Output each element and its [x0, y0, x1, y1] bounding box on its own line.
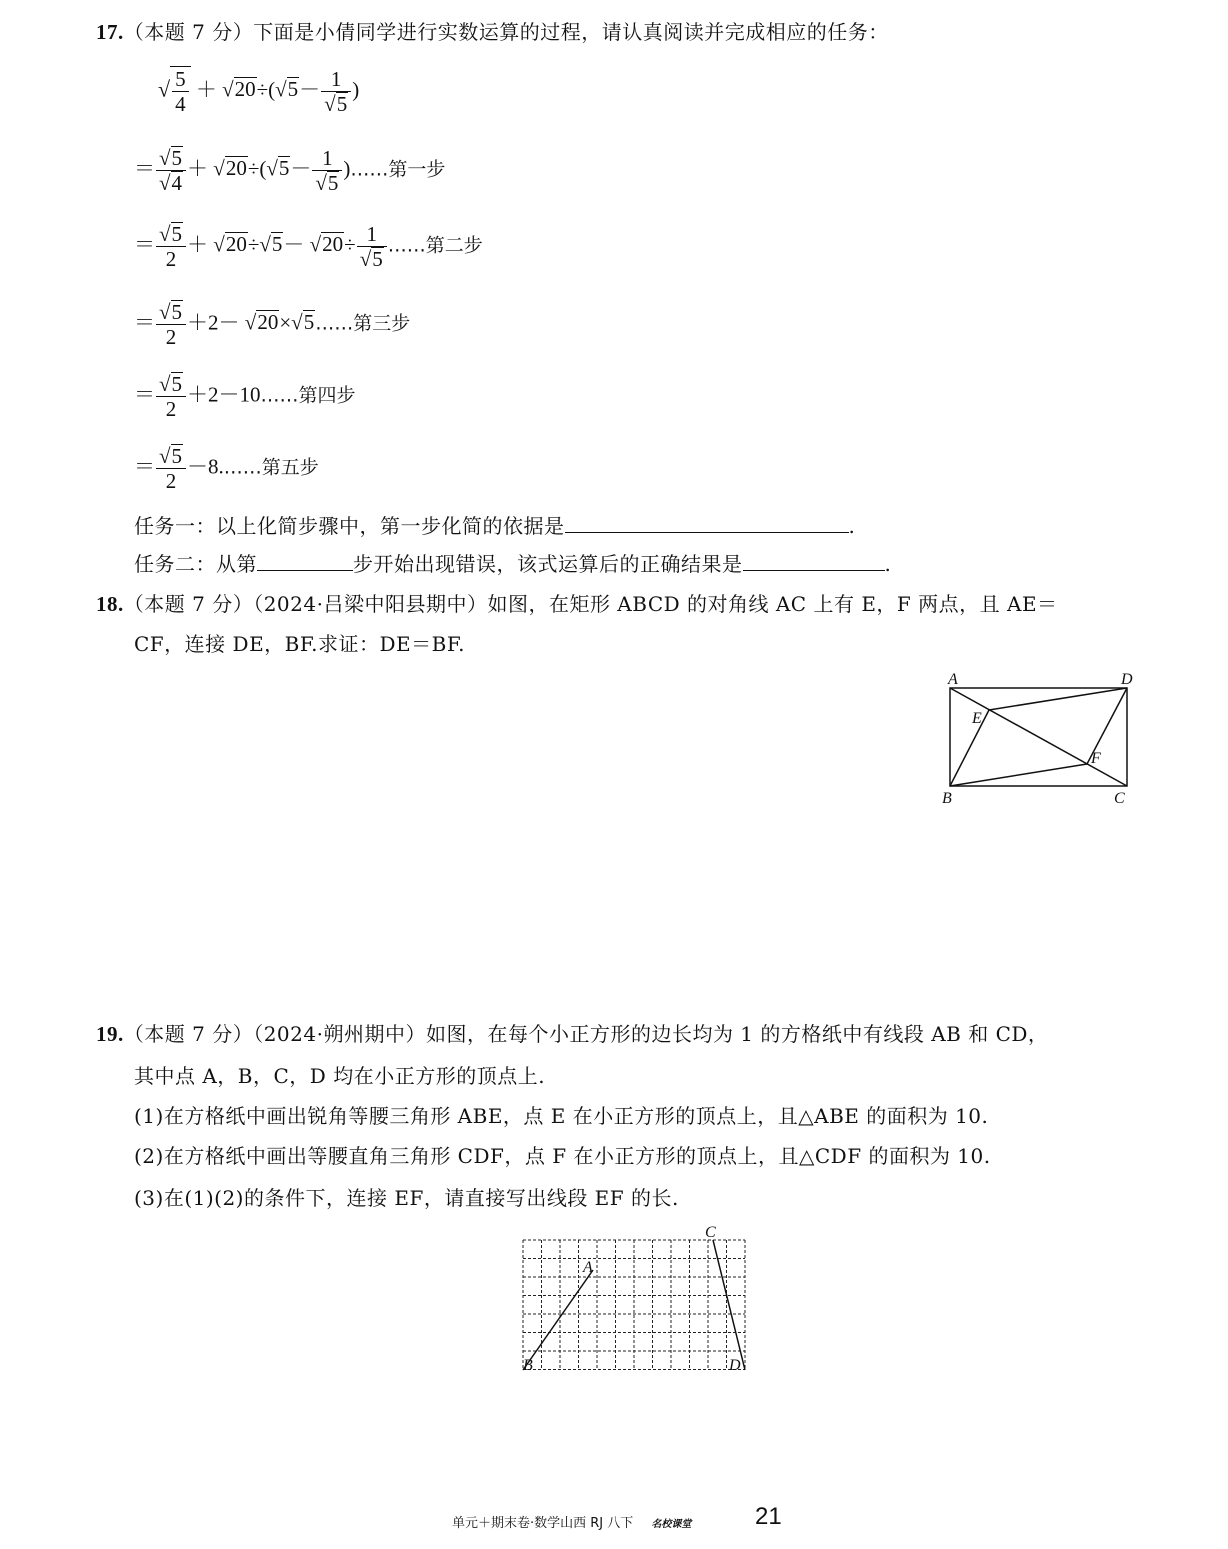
segment-be: [950, 710, 989, 786]
q17-task-1-text: 任务一：以上化简步骤中，第一步化简的依据是: [134, 514, 565, 538]
q18-number: 18.: [96, 592, 124, 616]
q19-line-1: [96, 1020, 1048, 1048]
q17-expression: √ $\frac{5}{4}$ ＋ √20÷(√5－ $\frac{1}{√5}$ ): [158, 67, 360, 116]
segment-bf: [950, 764, 1087, 786]
q19-part-3-text: (3)在(1)(2)的条件下，连接 EF，请直接写出线段 EF 的长.: [134, 1186, 679, 1210]
q17-step-4: ＝ $\frac{√5}{2}$ ＋2－10……第四步: [134, 372, 356, 421]
q17-task-1-blank[interactable]: [565, 510, 849, 533]
q17-task-2-blank-result[interactable]: [743, 548, 885, 571]
label-c: C: [705, 1224, 716, 1241]
q19-line-2: [134, 1062, 545, 1090]
label-b: B: [523, 1357, 533, 1374]
q17-step-5-label: ……第五步: [223, 456, 319, 479]
q18-rectangle-figure: [936, 668, 1146, 808]
dashed-grid: [523, 1240, 745, 1370]
q19-number: 19.: [96, 1022, 124, 1046]
q17-step-4-label: ……第四步: [260, 384, 356, 407]
q17-number: 17.: [96, 20, 124, 44]
q19-part-1-text: (1)在方格纸中画出锐角等腰三角形 ABE，点 E 在小正方形的顶点上，且△ABE 的面积为 10.: [134, 1104, 989, 1128]
q17-task-2-text-b: 步开始出现错误，该式运算后的正确结果是: [353, 552, 743, 576]
q19-text-1: （本题 7 分）（2024·朔州期中）如图，在每个小正方形的边长均为 1 的方格纸中有线段 AB 和 CD，: [123, 1022, 1049, 1046]
page-number: 21: [755, 1503, 782, 1530]
q17-stem-line: [96, 18, 889, 46]
label-a: A: [948, 671, 958, 688]
q18-text-1: （本题 7 分）（2024·吕梁中阳县期中）如图，在矩形 ABCD 的对角线 AC 上有 E，F 两点，且 AE＝: [123, 592, 1058, 616]
footer-text: 单元＋期末卷·数学山西 RJ 八下: [452, 1516, 634, 1531]
label-b: B: [942, 790, 952, 807]
q17-task-2-text-a: 任务二：从第: [134, 552, 257, 576]
segment-ab: [523, 1270, 593, 1370]
q18-line-2: [134, 630, 465, 658]
segment-de: [989, 688, 1127, 710]
q19-grid-figure: [515, 1220, 760, 1380]
q17-stem: （本题 7 分）下面是小倩同学进行实数运算的过程，请认真阅读并完成相应的任务：: [123, 20, 889, 44]
q19-part-3: [134, 1184, 679, 1212]
q17-step-3-label: ……第三步: [315, 312, 411, 335]
q17-step-2: ＝ $\frac{√5}{2}$ ＋ √20÷√5－ √20÷ $\frac{1}{√5}$ ……第二步: [134, 222, 483, 271]
footer-brand: 名校课堂: [651, 1519, 692, 1530]
q18-line-1: [96, 590, 1058, 618]
q19-part-2: [134, 1142, 991, 1170]
q18-text-2: CF，连接 DE，BF.求证：DE＝BF.: [134, 632, 465, 656]
label-a: A: [583, 1259, 593, 1276]
q19-part-2-text: (2)在方格纸中画出等腰直角三角形 CDF，点 F 在小正方形的顶点上，且△CDF 的面积为 10.: [134, 1144, 991, 1168]
label-f: F: [1091, 750, 1101, 767]
q17-task-2-blank-step[interactable]: [257, 548, 353, 571]
label-e: E: [972, 710, 982, 727]
label-d: D: [729, 1357, 741, 1374]
q17-task-2: 任务二：从第 步开始出现错误，该式运算后的正确结果是 .: [134, 548, 891, 578]
q17-step-5: ＝ $\frac{√5}{2}$ －8.……第五步: [134, 444, 319, 493]
page-footer: [452, 1512, 691, 1531]
label-c: C: [1114, 790, 1125, 807]
q19-text-2: 其中点 A，B，C，D 均在小正方形的顶点上.: [134, 1064, 546, 1088]
q17-task-1: 任务一：以上化简步骤中，第一步化简的依据是 .: [134, 510, 855, 540]
q17-step-1: ＝ $\frac{√5}{√4}$ ＋ √20÷(√5－ $\frac{1}{√5}$ )……第一步: [134, 146, 446, 195]
label-d: D: [1121, 671, 1133, 688]
q17-step-1-label: ……第一步: [350, 158, 446, 181]
q17-step-2-label: ……第二步: [387, 234, 483, 257]
q17-step-3: ＝ $\frac{√5}{2}$ ＋2－ √20×√5……第三步: [134, 300, 411, 349]
q19-part-1: [134, 1102, 988, 1130]
